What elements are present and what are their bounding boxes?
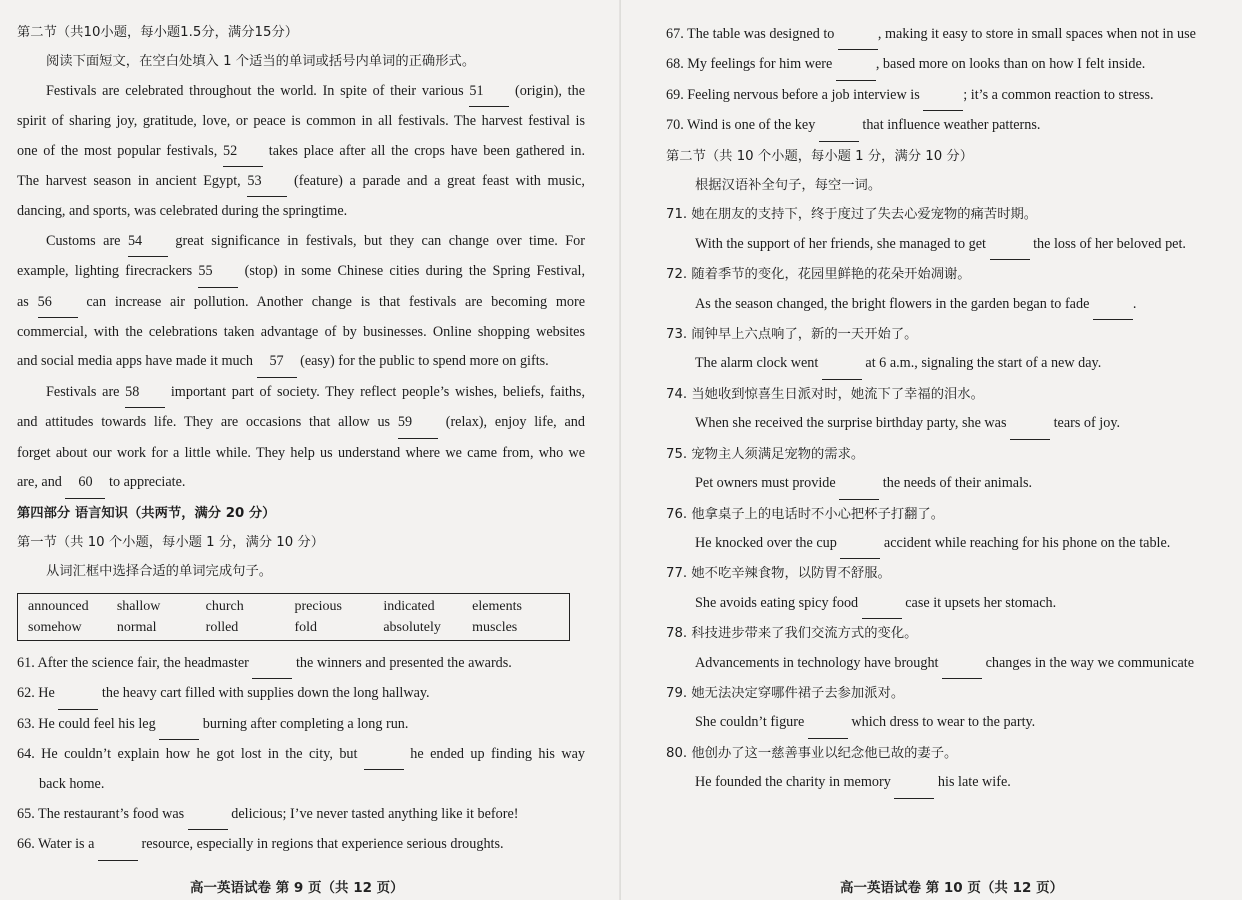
word-box-item: elements	[472, 598, 522, 614]
question-67: 67. The table was designed to , making it easy to store in small spaces when not in use	[666, 20, 1224, 50]
word-box-item: church	[205, 598, 244, 614]
answer-blank[interactable]	[822, 349, 862, 379]
translation-list	[666, 200, 1224, 798]
word-box-item: fold	[294, 619, 318, 635]
answer-blank[interactable]	[923, 81, 963, 111]
question-72-english: As the season changed, the bright flowers in the garden began to fade .	[666, 290, 1224, 320]
answer-blank[interactable]	[252, 649, 292, 679]
word-box-item: precious	[294, 598, 342, 614]
answer-blank[interactable]	[894, 768, 934, 798]
answer-blank[interactable]	[159, 710, 199, 740]
right-page	[621, 0, 1242, 900]
question-79-english: She couldn’t figure which dress to wear to the party.	[666, 708, 1224, 738]
question-list-67-70	[666, 20, 1224, 142]
passage-line: and social media apps have made it much 57 (easy) for the public to spend more on gifts.	[17, 347, 585, 377]
section1-instruction: 从词汇框中选择合适的单词完成句子。	[46, 564, 273, 580]
passage-line: Festivals are celebrated throughout the world. In spite of their various 51 (origin), the	[17, 77, 585, 107]
answer-blank[interactable]	[1093, 290, 1133, 320]
section1-heading: 第一节（共 10 个小题，每小题 1 分，满分 10 分）	[17, 534, 325, 550]
word-box	[17, 593, 570, 641]
answer-blank[interactable]	[840, 529, 880, 559]
answer-blank[interactable]	[838, 20, 878, 50]
answer-blank[interactable]	[862, 589, 902, 619]
word-box-item: rolled	[205, 619, 239, 635]
passage-line: one of the most popular festivals, 52 takes place after all the crops have been gathered in.	[17, 137, 585, 167]
answer-blank[interactable]	[942, 649, 982, 679]
word-box-item: somehow	[28, 619, 82, 635]
passage-line: are, and 60 to appreciate.	[17, 468, 585, 498]
blank-53[interactable]: 53	[247, 167, 287, 197]
blank-51[interactable]: 51	[469, 77, 509, 107]
question-80-english: He founded the charity in memory his late wife.	[666, 768, 1224, 798]
passage-line: and attitudes towards life. They are occasions that allow us 59 (relax), enjoy life, and	[17, 408, 585, 438]
question-74-chinese: 74. 当她收到惊喜生日派对时，她流下了幸福的泪水。	[666, 386, 984, 402]
passage-line: Customs are 54 great significance in festivals, but they can change over time. For	[17, 227, 585, 257]
blank-56[interactable]: 56	[38, 288, 78, 318]
question-70: 70. Wind is one of the key that influence weather patterns.	[666, 111, 1224, 141]
answer-blank[interactable]	[98, 830, 138, 860]
passage-line: forget about our work for a little while. They help us understand where we came from, who we	[17, 444, 585, 461]
part4-heading: 第四部分 语言知识（共两节，满分 20 分）	[17, 505, 276, 521]
question-79-chinese: 79. 她无法决定穿哪件裙子去参加派对。	[666, 685, 905, 701]
passage-line: The harvest season in ancient Egypt, 53 (feature) a parade and a great feast with music,	[17, 167, 585, 197]
answer-blank[interactable]	[819, 111, 859, 141]
answer-blank[interactable]	[808, 708, 848, 738]
question-77-chinese: 77. 她不吃辛辣食物，以防胃不舒服。	[666, 566, 891, 582]
question-65: 65. The restaurant’s food was delicious; I’ve never tasted anything like it before!	[17, 800, 585, 830]
question-76-chinese: 76. 他拿桌子上的电话时不小心把杯子打翻了。	[666, 506, 945, 522]
blank-52[interactable]: 52	[223, 137, 263, 167]
word-box-item: muscles	[472, 619, 518, 635]
question-76-english: He knocked over the cup accident while reaching for his phone on the table.	[666, 529, 1224, 559]
question-72-chinese: 72. 随着季节的变化，花园里鲜艳的花朵开始凋谢。	[666, 267, 971, 283]
question-74-english: When she received the surprise birthday party, she was tears of joy.	[666, 409, 1224, 439]
blank-57[interactable]: 57	[257, 347, 297, 377]
section2-instruction: 阅读下面短文，在空白处填入 1 个适当的单词或括号内单词的正确形式。	[46, 54, 476, 70]
page-footer-10: 高一英语试卷 第 10 页（共 12 页）	[840, 880, 1064, 896]
question-73-english: The alarm clock went at 6 a.m., signaling the start of a new day.	[666, 349, 1224, 379]
question-63: 63. He could feel his leg burning after completing a long run.	[17, 710, 585, 740]
question-78-chinese: 78. 科技进步带来了我们交流方式的变化。	[666, 626, 918, 642]
blank-60[interactable]: 60	[65, 468, 105, 498]
blank-55[interactable]: 55	[198, 257, 238, 287]
passage-line: as 56 can increase air pollution. Another change is that festivals are becoming more	[17, 288, 585, 318]
blank-54[interactable]: 54	[128, 227, 168, 257]
passage	[17, 77, 585, 499]
question-78-english: Advancements in technology have brought changes in the way we communicate	[666, 649, 1224, 679]
question-list-61-66	[17, 649, 585, 861]
question-75-chinese: 75. 宠物主人须满足宠物的需求。	[666, 446, 865, 462]
word-box-item: announced	[28, 598, 89, 614]
question-62: 62. He the heavy cart filled with supplies down the long hallway.	[17, 679, 585, 709]
answer-blank[interactable]	[990, 230, 1030, 260]
question-66: 66. Water is a resource, especially in regions that experience serious droughts.	[17, 830, 585, 860]
passage-line: dancing, and sports, was celebrated during the springtime.	[17, 203, 348, 220]
section2-heading: 第二节（共10小题，每小题1.5分，满分15分）	[17, 25, 299, 40]
question-77-english: She avoids eating spicy food case it upsets her stomach.	[666, 589, 1224, 619]
question-64: 64. He couldn’t explain how he got lost in the city, but he ended up finding his way	[17, 740, 585, 770]
section2-heading: 第二节（共 10 个小题，每小题 1 分，满分 10 分）	[666, 148, 974, 164]
answer-blank[interactable]	[364, 740, 404, 770]
blank-58[interactable]: 58	[125, 378, 165, 408]
answer-blank[interactable]	[839, 469, 879, 499]
word-box-item: indicated	[383, 598, 435, 614]
passage-line: example, lighting firecrackers 55 (stop) in some Chinese cities during the Spring Festival,	[17, 257, 585, 287]
word-box-item: absolutely	[383, 619, 441, 635]
answer-blank[interactable]	[1010, 409, 1050, 439]
question-68: 68. My feelings for him were , based more on looks than on how I felt inside.	[666, 50, 1224, 80]
question-75-english: Pet owners must provide the needs of their animals.	[666, 469, 1224, 499]
question-71-english: With the support of her friends, she managed to get the loss of her beloved pet.	[666, 230, 1224, 260]
question-71-chinese: 71. 她在朋友的支持下，终于度过了失去心爱宠物的痛苦时期。	[666, 207, 1038, 223]
section2-instruction: 根据汉语补全句子，每空一词。	[695, 178, 882, 194]
question-64-cont: back home.	[39, 776, 105, 793]
page-footer-9: 高一英语试卷 第 9 页（共 12 页）	[190, 880, 404, 896]
passage-line: commercial, with the celebrations taken advantage of by businesses. Online shopping websites	[17, 324, 585, 341]
answer-blank[interactable]	[58, 679, 98, 709]
question-69: 69. Feeling nervous before a job interview is ; it’s a common reaction to stress.	[666, 81, 1224, 111]
blank-59[interactable]: 59	[398, 408, 438, 438]
word-box-item: normal	[116, 619, 157, 635]
question-73-chinese: 73. 闹钟早上六点响了，新的一天开始了。	[666, 327, 918, 343]
answer-blank[interactable]	[188, 800, 228, 830]
question-61: 61. After the science fair, the headmaster the winners and presented the awards.	[17, 649, 585, 679]
answer-blank[interactable]	[836, 50, 876, 80]
passage-line: spirit of sharing joy, gratitude, love, or peace is common in all festivals. The harvest festival is	[17, 113, 585, 130]
question-80-chinese: 80. 他创办了这一慈善事业以纪念他已故的妻子。	[666, 745, 958, 761]
word-box-item: shallow	[116, 598, 161, 614]
passage-line: Festivals are 58 important part of society. They reflect people’s wishes, beliefs, faiths,	[17, 378, 585, 408]
